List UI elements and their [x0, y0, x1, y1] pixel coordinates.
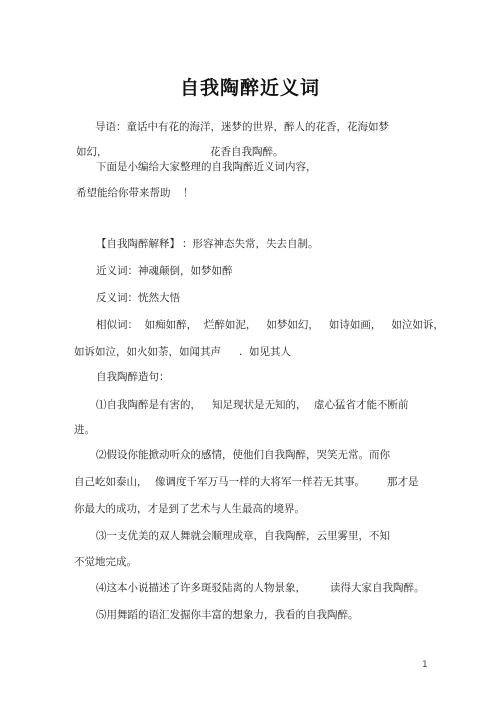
example-1c: 虚心猛省才能不断前	[314, 399, 409, 411]
intro-line-1: 导语：童话中有花的海洋，迷梦的世界，醉人的花香，花海如梦	[95, 121, 389, 133]
example-2b: 自己屹如泰山，	[74, 476, 148, 488]
example-3b: 不觉地完成。	[74, 556, 137, 568]
synonyms-line: 近义词：神魂颠倒，如梦如醉	[96, 265, 233, 277]
similar-words-line-1: 相似词： 如痴如醉， 烂醉如泥， 如梦如幻， 如诗如画， 如泣如诉，	[96, 319, 444, 331]
intro-line-4b: ！	[183, 187, 194, 199]
page-title: 自我陶醉近义词	[179, 77, 320, 99]
explain-definition: ：形容神态失常，失去自制。	[182, 238, 319, 250]
example-2d: 那才是	[387, 476, 419, 488]
intro-line-2b: 花香自我陶醉。	[210, 146, 284, 158]
example-1a: ⑴自我陶醉是有害的，	[96, 399, 201, 411]
similar-words-line-2c: 如见其人	[249, 346, 291, 358]
similar-words-line-2a: 如诉如泣，如火如荼，如闻其声	[74, 346, 221, 358]
similar-words-dot: .	[239, 346, 243, 358]
intro-line-3: 下面是小编给大家整理的自我陶醉近义词内容，	[96, 161, 317, 173]
example-4a: ⑷这本小说描述了许多斑驳陆离的人物景象，	[96, 582, 306, 594]
example-5: ⑸用舞蹈的语汇发掘你丰富的想象力，我看的自我陶醉。	[96, 609, 359, 621]
antonyms-line: 反义词：恍然大悟	[96, 292, 180, 304]
example-2e: 你最大的成功，才是到了艺术与人生最高的境界。	[74, 503, 305, 515]
intro-line-2a: 如幻，	[76, 146, 108, 158]
example-3a: ⑶一支优美的双人舞就会顺理成章，自我陶醉，云里雾里，不知	[96, 530, 390, 542]
example-1b: 知足现状是无知的，	[212, 399, 307, 411]
example-2c: 像调度千军万马一样的大将军一样若无其事。	[155, 476, 365, 488]
example-4b: 读得大家自我陶醉。	[330, 582, 425, 594]
explain-heading: 【自我陶醉解释】	[96, 238, 180, 250]
example-2a: ⑵假设你能掀动听众的感情，使他们自我陶醉，哭笑无常。而你	[96, 449, 390, 461]
sentences-heading: 自我陶醉造句：	[96, 371, 170, 383]
example-1d: 进。	[74, 424, 95, 436]
page-number: 1	[422, 660, 428, 670]
intro-line-4a: 希望能给你带来帮助	[76, 187, 171, 199]
